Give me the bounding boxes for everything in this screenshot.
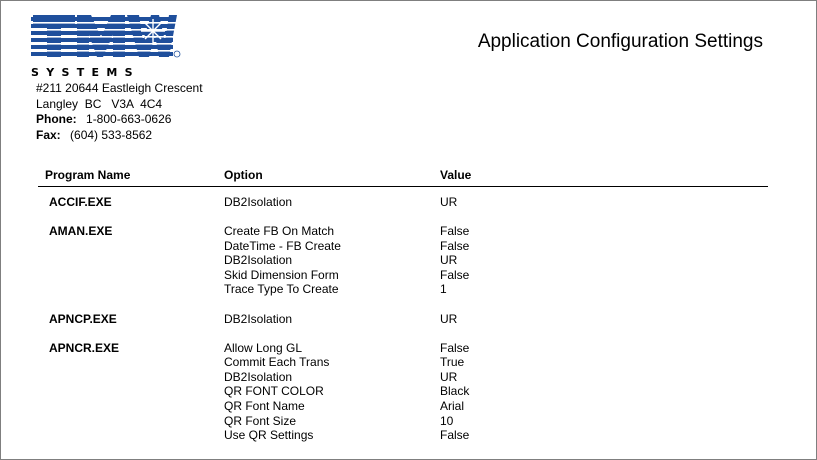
program-name: APNCR.EXE xyxy=(49,340,120,355)
option-name: DB2Isolation xyxy=(224,195,293,209)
fax-line xyxy=(36,128,203,144)
option-value: False xyxy=(440,428,470,443)
option-name: Allow Long GL xyxy=(224,340,303,355)
header-rule xyxy=(38,186,768,187)
fax-label: Fax: xyxy=(36,127,61,142)
phone-label: Phone: xyxy=(36,112,77,126)
column-header-value: Value xyxy=(440,168,472,182)
option-name: Commit Each Trans xyxy=(224,355,330,370)
company-address xyxy=(36,81,203,143)
report-title: Application Configuration Settings xyxy=(477,31,763,52)
settings-table-body xyxy=(1,195,816,457)
option-value: True xyxy=(440,355,465,370)
option-row xyxy=(1,384,816,399)
logo-subtext: SYSTEMS xyxy=(31,66,140,79)
option-name: DB2Isolation xyxy=(224,311,293,326)
option-value: False xyxy=(440,224,470,239)
option-row xyxy=(1,341,816,356)
option-name: QR FONT COLOR xyxy=(224,384,324,399)
option-name: Skid Dimension Form xyxy=(224,267,339,282)
option-row xyxy=(1,195,816,210)
option-value: UR xyxy=(440,311,458,326)
program-group xyxy=(1,312,816,327)
option-value: 10 xyxy=(440,413,454,428)
address-line-1: #211 20644 Eastleigh Crescent xyxy=(36,81,203,95)
column-header-program: Program Name xyxy=(45,168,131,182)
program-name: APNCP.EXE xyxy=(49,311,117,326)
option-row xyxy=(1,414,816,429)
program-group xyxy=(1,195,816,210)
program-name: ACCIF.EXE xyxy=(49,195,112,209)
program-group xyxy=(1,224,816,297)
option-value: UR xyxy=(440,195,458,209)
option-name: QR Font Size xyxy=(224,413,297,428)
option-name: DB2Isolation xyxy=(224,369,293,384)
option-value: 1 xyxy=(440,282,447,297)
option-row xyxy=(1,370,816,385)
option-name: DB2Isolation xyxy=(224,253,293,268)
option-row xyxy=(1,253,816,268)
option-row xyxy=(1,399,816,414)
program-name: AMAN.EXE xyxy=(49,224,113,239)
option-name: QR Font Name xyxy=(224,399,305,414)
option-row xyxy=(1,355,816,370)
column-header-option: Option xyxy=(224,168,263,182)
tmw-logo-mark xyxy=(31,13,181,65)
option-value: False xyxy=(440,267,470,282)
phone-value: 1-800-663-0626 xyxy=(86,112,172,126)
option-name: Use QR Settings xyxy=(224,428,314,443)
option-row xyxy=(1,224,816,239)
option-value: False xyxy=(440,340,470,355)
address-line-2: Langley BC V3A 4C4 xyxy=(36,96,163,111)
option-value: False xyxy=(440,238,470,253)
option-value: Arial xyxy=(440,399,465,414)
fax-value: (604) 533-8562 xyxy=(70,127,153,142)
option-value: UR xyxy=(440,253,458,268)
option-row xyxy=(1,428,816,443)
option-row xyxy=(1,312,816,327)
program-group xyxy=(1,341,816,443)
option-row xyxy=(1,282,816,297)
option-name: Trace Type To Create xyxy=(224,282,339,297)
option-row xyxy=(1,268,816,283)
option-row xyxy=(1,239,816,254)
option-value: UR xyxy=(440,369,458,384)
option-value: Black xyxy=(440,384,470,399)
phone-line xyxy=(36,112,203,128)
tmw-systems-logo xyxy=(31,13,181,81)
option-name: DateTime - FB Create xyxy=(224,238,341,253)
option-name: Create FB On Match xyxy=(224,224,335,239)
